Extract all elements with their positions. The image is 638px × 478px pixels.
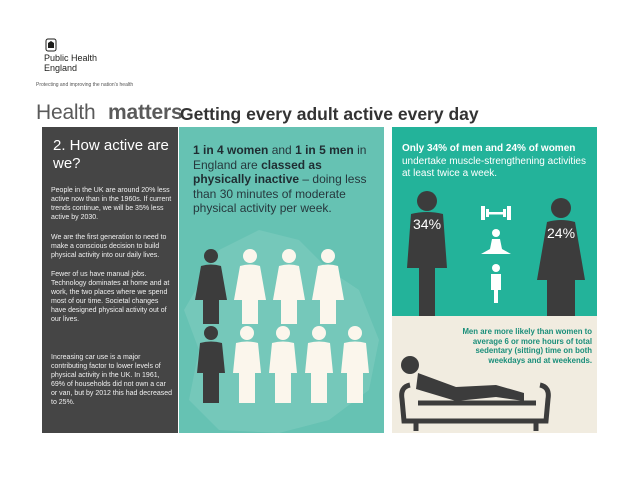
dumbbell-icon xyxy=(481,206,511,220)
strength-statement xyxy=(402,143,592,181)
org-name-line2: England xyxy=(44,63,78,73)
active-man-figure xyxy=(305,326,333,403)
inactive-man-figure xyxy=(197,326,225,403)
strength-illustration xyxy=(399,190,594,316)
woman-figure xyxy=(537,198,585,316)
strength-stat: Only 34% of men and 24% of women xyxy=(402,143,576,154)
sofa-illustration xyxy=(396,345,556,433)
org-name-line1: Public Health xyxy=(44,53,98,63)
women-percentage: 24% xyxy=(547,225,576,241)
brand-health: Health xyxy=(36,101,96,124)
section-title: 2. How active are we? xyxy=(53,137,169,172)
women-stat: 1 in 4 women xyxy=(193,143,269,157)
active-man-figure xyxy=(269,326,297,403)
paragraph-manual-jobs: Fewer of us have manual jobs. Technology dominates at home and at work, the two places where we spend most of our time. Societal changes have designed physical activity out of our lives. xyxy=(51,271,170,323)
tagline: Protecting and improving the nation's health xyxy=(36,82,134,88)
text-in-england: in England are xyxy=(193,143,367,172)
women-figures xyxy=(193,248,353,328)
active-woman-figure xyxy=(234,249,266,324)
inactive-label: classed as physically inactive xyxy=(193,157,322,186)
meditation-icon xyxy=(481,229,511,254)
active-woman-figure xyxy=(312,249,344,324)
paragraph-first-generation: We are the first generation to need to make a conscious decision to build physical activity into our daily lives. xyxy=(51,234,167,259)
men-figures xyxy=(193,325,378,405)
person-exercise-icon xyxy=(491,264,501,303)
active-woman-figure xyxy=(273,249,305,324)
strength-description: undertake muscle-strengthening activities at least twice a week. xyxy=(402,155,586,179)
reclining-man-icon xyxy=(401,356,524,401)
page-title: Getting every adult active every day xyxy=(180,104,479,124)
sedentary-statement: Men are more likely than women to average 6 or more hours of total sedentary (sitting) time on both weekdays and at weekends. xyxy=(462,327,592,365)
brand-matters: matters xyxy=(108,101,183,124)
active-man-figure xyxy=(233,326,261,403)
paragraph-activity-decline: People in the UK are around 20% less active now than in the 1960s. If current trends continue, we will be 35% less active by 2030. xyxy=(51,187,172,221)
active-man-figure xyxy=(341,326,369,403)
inactivity-statement xyxy=(193,143,378,216)
inactive-woman-figure xyxy=(195,249,227,324)
paragraph-car-use: Increasing car use is a major contributing factor to lower levels of physical activity in the UK. In 1961, 69% of households did not own a car or van, but by 2012 this had decreased to 25%. xyxy=(51,354,173,406)
men-percentage: 34% xyxy=(413,216,442,232)
text-and: and xyxy=(268,143,296,157)
royal-crest-icon xyxy=(44,38,58,52)
man-figure xyxy=(407,191,447,316)
text-description: – doing less than 30 minutes of moderate physical activity per week. xyxy=(193,172,367,215)
men-stat: 1 in 5 men xyxy=(295,143,354,157)
